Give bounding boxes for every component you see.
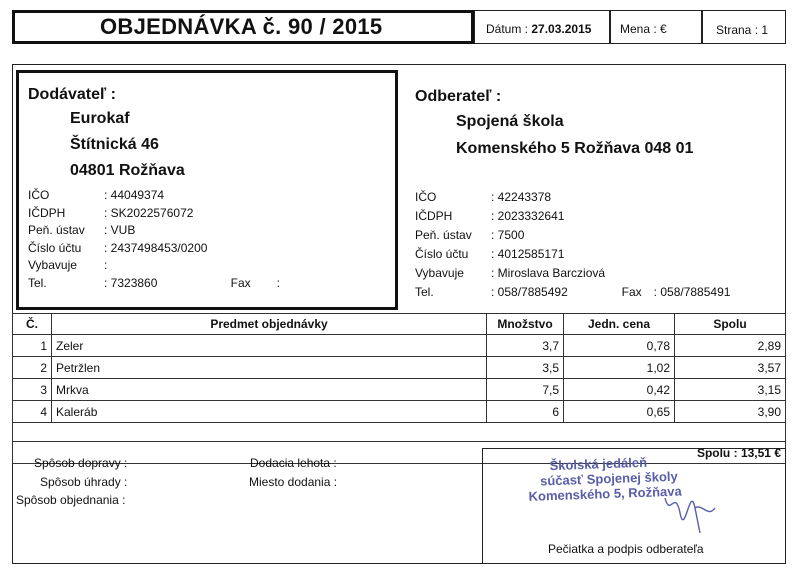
- customer-row-label: Tel.: [415, 285, 434, 299]
- stamp-line: súčasť Spojenej školy: [539, 468, 678, 489]
- items-table: [12, 313, 786, 464]
- page-field: [716, 23, 768, 37]
- page-value: 1: [761, 23, 769, 37]
- supplier-row: Peň. ústav : VUB: [28, 223, 136, 237]
- supplier-row-label: Peň. ústav: [28, 223, 85, 237]
- row-total: 3,15: [675, 379, 786, 401]
- row-number: 3: [13, 379, 52, 401]
- supplier-name: Eurokaf: [70, 110, 130, 127]
- customer-row-label: IČDPH: [415, 209, 453, 223]
- customer-row: Vybavuje : Miroslava Barcziová: [415, 266, 606, 280]
- col-item: Predmet objednávky: [52, 314, 487, 335]
- sum-label: Spolu :: [696, 445, 738, 460]
- supplier-heading: Dodávateľ :: [28, 86, 116, 103]
- customer-row-label: IČO: [415, 190, 437, 204]
- row-quantity: 3,5: [487, 357, 564, 379]
- customer-details: [415, 190, 783, 304]
- delivery-term-label: Dodacia lehota :: [250, 456, 337, 470]
- supplier-row-label: IČO: [28, 188, 50, 202]
- customer-row-value: 7500: [497, 228, 525, 242]
- currency-value: €: [660, 22, 667, 36]
- currency-label: Mena :: [620, 22, 657, 36]
- supplier-details: [28, 188, 388, 293]
- table-row: [13, 379, 786, 401]
- customer-row-value: 4012585171: [497, 247, 565, 261]
- row-quantity: 6: [487, 401, 564, 423]
- supplier-row-value: VUB: [110, 223, 136, 237]
- date-label: Dátum :: [486, 22, 529, 36]
- row-item: Mrkva: [52, 379, 487, 401]
- row-item: Kaleráb: [52, 401, 487, 423]
- stamp-line: Komenského 5, Rožňava: [528, 483, 682, 504]
- page-label: Strana :: [716, 23, 759, 37]
- transport-label: Spôsob dopravy :: [34, 456, 128, 470]
- customer-row: Číslo účtu : 4012585171: [415, 247, 565, 261]
- customer-row-label: Peň. ústav: [415, 228, 472, 242]
- supplier-row-value: 44049374: [110, 188, 165, 202]
- customer-address: Komenského 5 Rožňava 048 01: [456, 140, 694, 157]
- customer-row-value: Miroslava Barcziová: [497, 266, 606, 280]
- row-number: 1: [13, 335, 52, 357]
- table-header: [13, 314, 786, 335]
- table-row: [13, 357, 786, 379]
- customer-name: Spojená škola: [456, 113, 564, 130]
- customer-fax-label: Fax: [621, 285, 642, 299]
- supplier-city: 04801 Rožňava: [70, 162, 185, 179]
- customer-heading: Odberateľ :: [415, 88, 502, 105]
- sum-value: 13,51 €: [740, 445, 781, 460]
- stamp-line: Školská jedáleň: [549, 454, 648, 474]
- customer-row-value: 058/7885492: [497, 285, 568, 299]
- row-number: 2: [13, 357, 52, 379]
- date-value: 27.03.2015: [531, 22, 592, 36]
- customer-row-label: Vybavuje: [415, 266, 464, 280]
- table-row: [13, 335, 786, 357]
- row-unit-price: 0,65: [564, 401, 675, 423]
- customer-row-value: 42243378: [497, 190, 552, 204]
- supplier-row-label: Vybavuje: [28, 258, 77, 272]
- customer-row: Peň. ústav : 7500: [415, 228, 525, 242]
- currency-field: [620, 22, 667, 36]
- supplier-row-label: Číslo účtu: [28, 240, 82, 255]
- row-unit-price: 1,02: [564, 357, 675, 379]
- col-number: Č.: [13, 314, 52, 335]
- supplier-row: IČDPH : SK2022576072: [28, 205, 194, 220]
- row-item: Petržlen: [52, 357, 487, 379]
- row-total: 3,90: [675, 401, 786, 423]
- table-spacer: [13, 423, 786, 442]
- row-quantity: 3,7: [487, 335, 564, 357]
- row-total: 3,57: [675, 357, 786, 379]
- signature-caption: Pečiatka a podpis odberateľa: [548, 542, 704, 556]
- customer-row: Tel. : 058/7885492 Fax : 058/7885491: [415, 285, 731, 299]
- supplier-row-label: IČDPH: [28, 205, 66, 220]
- supplier-row: Vybavuje :: [28, 258, 108, 272]
- supplier-row: Číslo účtu : 2437498453/0200: [28, 240, 208, 255]
- customer-fax-value: 058/7885491: [660, 285, 731, 299]
- customer-row-value: 2023332641: [497, 209, 565, 223]
- row-unit-price: 0,42: [564, 379, 675, 401]
- order-title: OBJEDNÁVKA č. 90 / 2015: [100, 14, 383, 39]
- supplier-street: Štítnická 46: [70, 136, 159, 153]
- col-unit-price: Jedn. cena: [564, 314, 675, 335]
- supplier-row: Tel. : 7323860 Fax :: [28, 275, 281, 290]
- spacer-cell: [13, 423, 786, 442]
- row-unit-price: 0,78: [564, 335, 675, 357]
- col-quantity: Množstvo: [487, 314, 564, 335]
- row-quantity: 7,5: [487, 379, 564, 401]
- row-total: 2,89: [675, 335, 786, 357]
- signature-scribble: [660, 478, 720, 538]
- supplier-fax-label: Fax: [230, 275, 251, 290]
- payment-label: Spôsob úhrady :: [40, 475, 128, 489]
- order-method-label: Spôsob objednania :: [16, 493, 126, 507]
- customer-row: IČO : 42243378: [415, 190, 552, 204]
- supplier-row: IČO : 44049374: [28, 188, 165, 202]
- delivery-place-label: Miesto dodania :: [249, 475, 338, 489]
- table-row: [13, 401, 786, 423]
- supplier-row-value: 2437498453/0200: [110, 240, 208, 255]
- row-number: 4: [13, 401, 52, 423]
- customer-row: IČDPH : 2023332641: [415, 209, 565, 223]
- customer-row-label: Číslo účtu: [415, 247, 469, 261]
- supplier-row-label: Tel.: [28, 275, 47, 290]
- col-total: Spolu: [675, 314, 786, 335]
- row-item: Zeler: [52, 335, 487, 357]
- date-field: [486, 22, 591, 36]
- supplier-row-value: SK2022576072: [110, 205, 194, 220]
- supplier-row-value: 7323860: [110, 275, 158, 290]
